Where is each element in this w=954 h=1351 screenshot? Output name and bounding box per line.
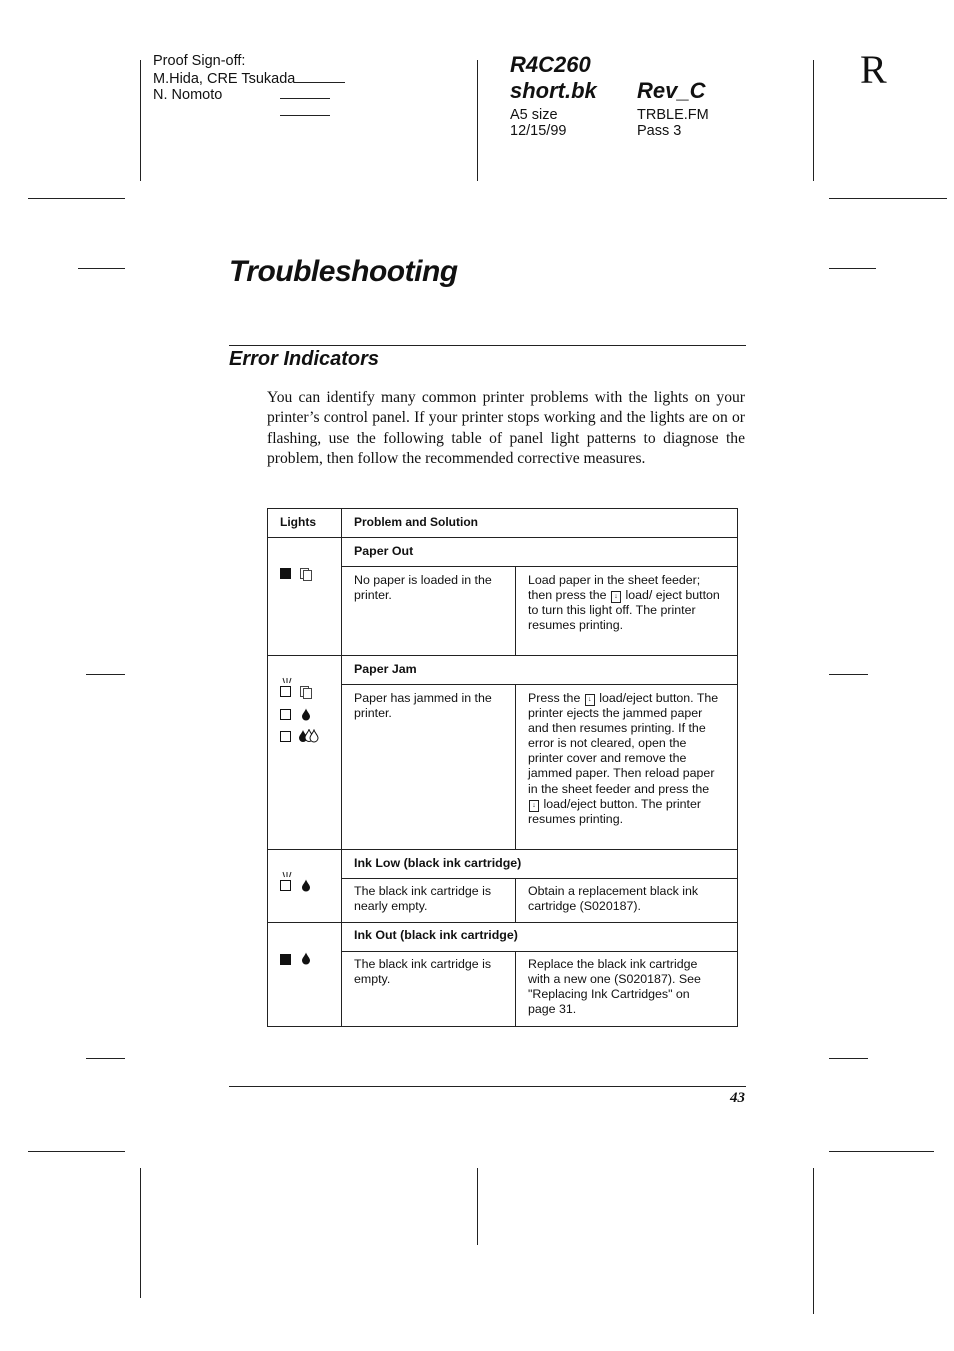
load-eject-button-icon: ↓	[611, 591, 621, 603]
crop-line	[829, 268, 876, 269]
intro-paragraph: You can identify many common printer problems with the lights on your printer’s control panel. If your printer stops working and the lights are on or flashing, use the following table of panel light patterns to diagnose the problem, then follow the recommended corrective measures.	[267, 389, 745, 467]
black-ink-drop-icon	[301, 879, 311, 892]
row-divider	[268, 655, 737, 656]
outline-square-icon	[280, 880, 291, 891]
print-date: 12/15/99	[510, 123, 567, 139]
crop-line	[829, 198, 947, 199]
proof-label: Proof Sign-off:	[153, 53, 246, 69]
proof-signer-1: M.Hida, CRE Tsukada	[153, 70, 345, 87]
section-rule	[229, 345, 746, 346]
row-title: Ink Low (black ink cartridge)	[354, 856, 522, 870]
column-divider	[515, 685, 516, 849]
corner-mark: R	[860, 47, 887, 92]
row-divider	[268, 922, 737, 923]
crop-line	[477, 60, 478, 181]
crop-line	[813, 1168, 814, 1314]
page-title: Troubleshooting	[229, 255, 458, 288]
solution-text: Obtain a replacement black ink cartridge (S020187).	[528, 884, 699, 914]
crop-line	[86, 1058, 125, 1059]
solution-text: Replace the black ink cartridge with a new one (S020187). See "Replacing Ink Cartridges" on page 31.	[528, 957, 701, 1017]
revision: Rev_C	[637, 78, 706, 103]
header-lights: Lights	[280, 515, 316, 529]
crop-line	[86, 674, 125, 675]
page-number: 43	[730, 1090, 745, 1106]
color-ink-drops-icon	[299, 729, 319, 743]
paper-size: A5 size	[510, 107, 558, 123]
crop-line	[140, 1168, 141, 1298]
row-title: Paper Out	[354, 544, 414, 558]
footer-rule	[229, 1086, 746, 1087]
crop-line	[829, 1151, 934, 1152]
black-ink-drop-icon	[301, 708, 311, 721]
crop-line	[829, 1058, 868, 1059]
section-title: Error Indicators	[229, 348, 380, 370]
row-divider	[268, 849, 737, 850]
crop-line	[28, 1151, 125, 1152]
row-divider	[342, 566, 737, 567]
outline-square-icon	[280, 709, 291, 720]
row-title: Paper Jam	[354, 662, 417, 676]
pass-number: Pass 3	[637, 123, 682, 139]
proof-signoff	[153, 53, 345, 119]
frame-file: TRBLE.FM	[637, 107, 709, 123]
outline-square-icon	[280, 686, 291, 697]
column-divider	[515, 879, 516, 922]
crop-line	[28, 198, 125, 199]
solution-text: Load paper in the sheet feeder; then press the ↓ load/ eject button to turn this light off. The printer resumes printing.	[528, 573, 720, 633]
proof-signer-3	[153, 103, 345, 120]
problem-text: The black ink cartridge is empty.	[354, 957, 492, 987]
paper-icon	[299, 567, 313, 581]
book-code: R4C260	[510, 52, 591, 77]
crop-line	[829, 674, 868, 675]
header-problem: Problem and Solution	[354, 515, 479, 529]
row-divider	[342, 878, 737, 879]
problem-text: The black ink cartridge is nearly empty.	[354, 884, 492, 914]
column-divider	[341, 509, 342, 1026]
load-eject-button-icon: ↓	[585, 694, 595, 706]
column-divider	[515, 567, 516, 655]
load-eject-button-icon: ↓	[529, 800, 539, 812]
row-divider	[268, 537, 737, 538]
crop-line	[477, 1168, 478, 1245]
problem-text: Paper has jammed in the printer.	[354, 691, 492, 721]
filled-square-icon	[280, 568, 291, 579]
crop-line	[78, 268, 125, 269]
error-indicator-table	[267, 508, 738, 1027]
crop-line	[140, 60, 141, 181]
proof-signer-2: N. Nomoto	[153, 86, 345, 103]
row-divider	[342, 684, 737, 685]
crop-line	[813, 60, 814, 181]
book-file: short.bk	[510, 78, 597, 103]
solution-text: Press the ↓ load/eject button. The printer ejects the jammed paper and then resumes printing. If the error is not cleared, open the printer cover and remove the jammed paper. Then reload paper in the sheet feeder and press the ↓ load/eject button. The printer resumes printing.	[528, 691, 719, 826]
row-divider	[342, 951, 737, 952]
problem-text: No paper is loaded in the printer.	[354, 573, 492, 603]
filled-square-icon	[280, 954, 291, 965]
row-title: Ink Out (black ink cartridge)	[354, 928, 518, 942]
outline-square-icon	[280, 731, 291, 742]
paper-icon	[299, 685, 313, 699]
column-divider	[515, 952, 516, 1026]
black-ink-drop-icon	[301, 952, 311, 965]
